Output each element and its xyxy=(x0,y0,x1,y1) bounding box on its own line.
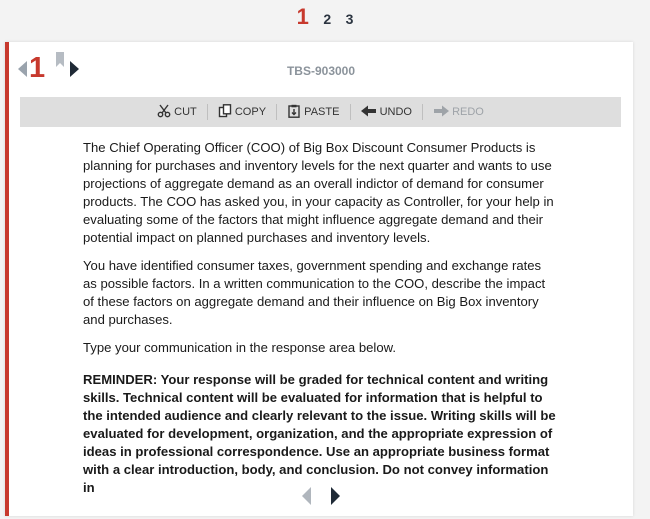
paste-label: PASTE xyxy=(304,106,340,118)
task-paragraph: You have identified consumer taxes, government spending and exchange rates as possible factors. In a written communication to the COO, describe the impact of these factors on aggregate demand and their influence on Big Box inventory and purchases. xyxy=(83,258,546,327)
next-arrow-icon[interactable] xyxy=(331,487,340,505)
instruction-paragraph: Type your communication in the response area below. xyxy=(83,340,396,355)
question-text xyxy=(83,139,558,507)
scissors-icon xyxy=(157,104,171,118)
undo-button[interactable] xyxy=(361,97,412,127)
previous-arrow-icon[interactable] xyxy=(302,487,311,505)
toolbar-divider xyxy=(350,104,351,120)
reminder-paragraph: REMINDER: Your response will be graded for technical content and writing skills. Technical content will be evaluated for information that is helpful to the intended audience and clearly relevant to the issue. Writing skills will be evaluated for development, organization, and the appropriate expression of ideas in professional correspondence. Use an appropriate business format with a clear introduction, body, and conclusion. Do not convey information in xyxy=(83,372,556,495)
toolbar-divider xyxy=(207,104,208,120)
paste-button[interactable] xyxy=(287,97,339,127)
cut-label: CUT xyxy=(174,106,197,118)
copy-button[interactable] xyxy=(218,97,266,127)
paste-icon xyxy=(287,104,301,118)
page-tab-1[interactable]: 1 xyxy=(296,4,309,29)
redo-arrow-icon xyxy=(433,105,449,117)
page-tab-3[interactable]: 3 xyxy=(345,11,354,27)
bottom-navigation xyxy=(9,487,633,510)
cut-button[interactable] xyxy=(157,97,197,127)
copy-label: COPY xyxy=(234,106,267,118)
task-id: TBS-903000 xyxy=(286,64,356,78)
undo-label: UNDO xyxy=(379,106,412,118)
copy-icon xyxy=(218,104,232,118)
redo-button[interactable] xyxy=(433,97,484,127)
question-pagination xyxy=(0,4,650,32)
bookmark-icon[interactable] xyxy=(56,52,64,63)
toolbar-divider xyxy=(276,104,277,120)
question-card xyxy=(5,42,633,516)
question-number: 1 xyxy=(29,52,46,84)
undo-arrow-icon xyxy=(361,105,377,117)
page-tab-2[interactable]: 2 xyxy=(323,11,332,27)
edit-toolbar xyxy=(20,97,621,127)
scenario-paragraph: The Chief Operating Officer (COO) of Big Box Discount Consumer Products is planning for purchases and inventory levels for the next quarter and wants to use projections of aggregate demand as an overall indictor of demand for consumer products. The COO has asked you, in your capacity as Controller, for your help in evaluating some of the factors that might influence aggregate demand and their potential impact on planned purchases and inventory levels. xyxy=(83,140,554,245)
toolbar-divider xyxy=(422,104,423,120)
redo-label: REDO xyxy=(452,106,484,118)
